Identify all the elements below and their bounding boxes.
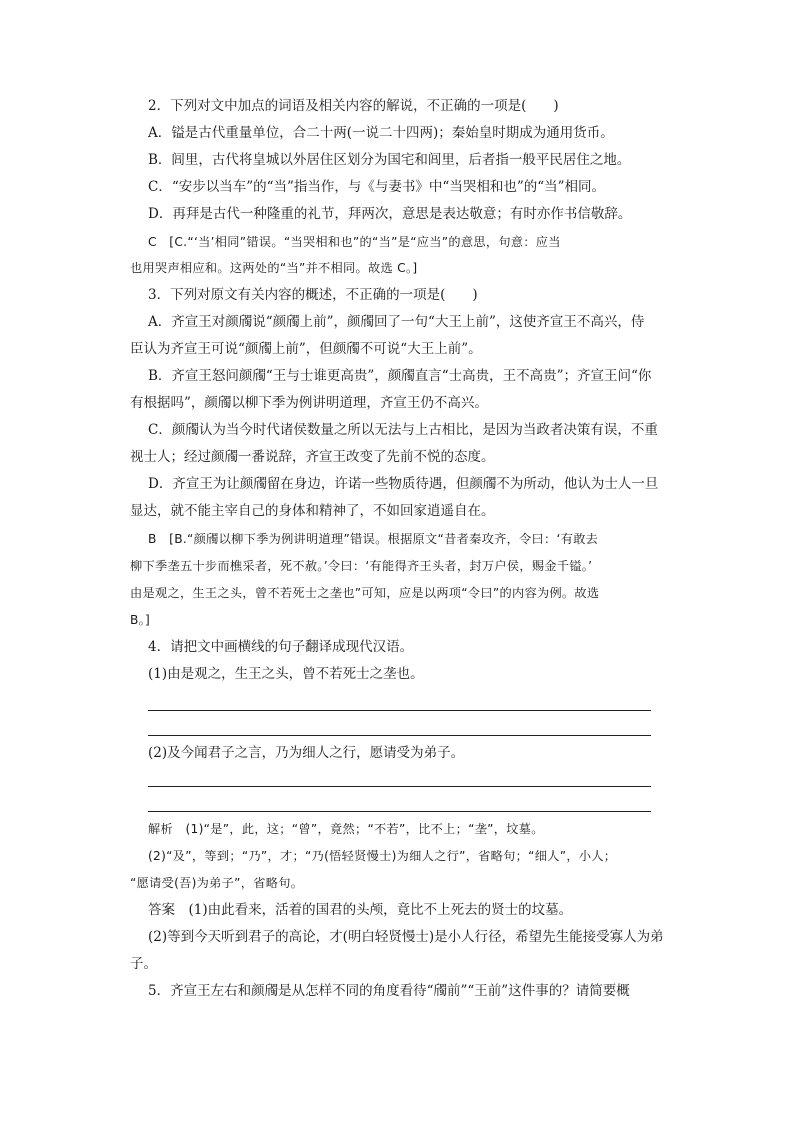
q3-option-b-line-2: 有根据吗”，颜斶以柳下季为例讲明道理，齐宣王仍不高兴。 (130, 395, 488, 411)
q3-option-c-line-1: C．颜斶认为当今时代诸侯数量之所以无法与上古相比，是因为当政者决策有误，不重 (148, 422, 658, 438)
q3-explanation-line-2: 柳下季垄五十步而樵采者，死不赦。’令曰：‘有能得齐王头者，封万户侯，赐金千镒。’ (130, 559, 593, 573)
q2-stem: 2．下列对文中加点的词语及相关内容的解说，不正确的一项是( ) (148, 98, 559, 114)
q4-answer-line-3: 子。 (130, 956, 157, 972)
q4-analysis-line-3: “愿请受(吾)为弟子”，省略句。 (130, 876, 304, 890)
q3-option-c-line-2: 视士人；经过颜斶一番说辞，齐宣王改变了先前不悦的态度。 (130, 449, 495, 465)
q4-answer-line-2: (2)等到今天听到君子的高论，才(明白轻贤慢士)是小人行径，希望先生能接受寡人为弟 (148, 929, 664, 945)
q2-explanation-line-2: 也用哭声相应和。这两处的“当”并不相同。故选 C。] (130, 261, 418, 275)
q3-stem: 3．下列对原文有关内容的概述，不正确的一项是( ) (148, 287, 478, 303)
q4-sentence-2: (2)及今闻君子之言，乃为细人之行，愿请受为弟子。 (148, 745, 465, 761)
q2-explanation-line-1: C [C.“‘当’相同”错误。“当哭相和也”的“当”是“应当”的意思，句意：应当 (148, 235, 561, 249)
q3-explanation-line-4: B。] (130, 613, 151, 627)
answer-blank-line (148, 710, 651, 711)
q5-stem: 5．齐宣王左右和颜斶是从怎样不同的角度看待“斶前”“王前”这件事的？请简要概 (148, 983, 630, 999)
q2-option-c: C．“安步以当车”的“当”指当作，与《与妻书》中“当哭相和也”的“当”相同。 (148, 179, 606, 195)
q4-analysis-line-1: 解析 (1)“是”，此，这；“曾”，竟然；“不若”，比不上；“垄”，坟墓。 (148, 822, 544, 836)
q4-sentence-1: (1)由是观之，生王之头，曾不若死士之垄也。 (148, 666, 424, 682)
q2-option-b: B．闾里，古代将皇城以外居住区划分为国宅和闾里，后者指一般平民居住之地。 (148, 152, 631, 168)
q3-explanation-line-1: B [B.“颜斶以柳下季为例讲明道理”错误。根据原文“昔者秦攻齐，令曰：‘有敢去 (148, 532, 599, 546)
q4-analysis-line-2: (2)“及”，等到；“乃”，才；“乃(悟轻贤慢士)为细人之行”，省略句；“细人”，小人； (148, 849, 617, 863)
q3-option-d-line-1: D．齐宣王为让颜斶留在身边，许诺一些物质待遇，但颜斶不为所动，他认为士人一旦 (148, 476, 659, 492)
q3-option-a-line-2: 臣认为齐宣王可说“颜斶上前”，但颜斶不可说“大王上前”。 (130, 341, 482, 357)
q4-answer-line-1: 答案 (1)由此看来，活着的国君的头颅，竟比不上死去的贤士的坟墓。 (148, 902, 573, 918)
q3-option-b-line-1: B．齐宣王怒问颜斶“王与士谁更高贵”，颜斶直言“士高贵，王不高贵”；齐宣王问“你 (148, 368, 652, 384)
q3-explanation-line-3: 由是观之，生王之头，曾不若死士之垄也”可知，应是以两项“令曰”的内容为例。故选 (130, 586, 600, 600)
answer-blank-line (148, 811, 651, 812)
q3-option-a-line-1: A．齐宣王对颜斶说“颜斶上前”，颜斶回了一句“大王上前”，这使齐宣王不高兴，侍 (148, 314, 645, 330)
answer-blank-line (148, 735, 651, 736)
answer-blank-line (148, 786, 651, 787)
q4-stem: 4．请把文中画横线的句子翻译成现代汉语。 (148, 639, 414, 655)
q2-option-d: D．再拜是古代一种隆重的礼节，拜两次，意思是表达敬意；有时亦作书信敬辞。 (148, 206, 632, 222)
q2-option-a: A．镒是古代重量单位，合二十两(一说二十四两)；秦始皇时期成为通用货币。 (148, 125, 614, 141)
q3-option-d-line-2: 显达，就不能主宰自己的身体和精神了，不如回家逍遥自在。 (130, 503, 495, 519)
